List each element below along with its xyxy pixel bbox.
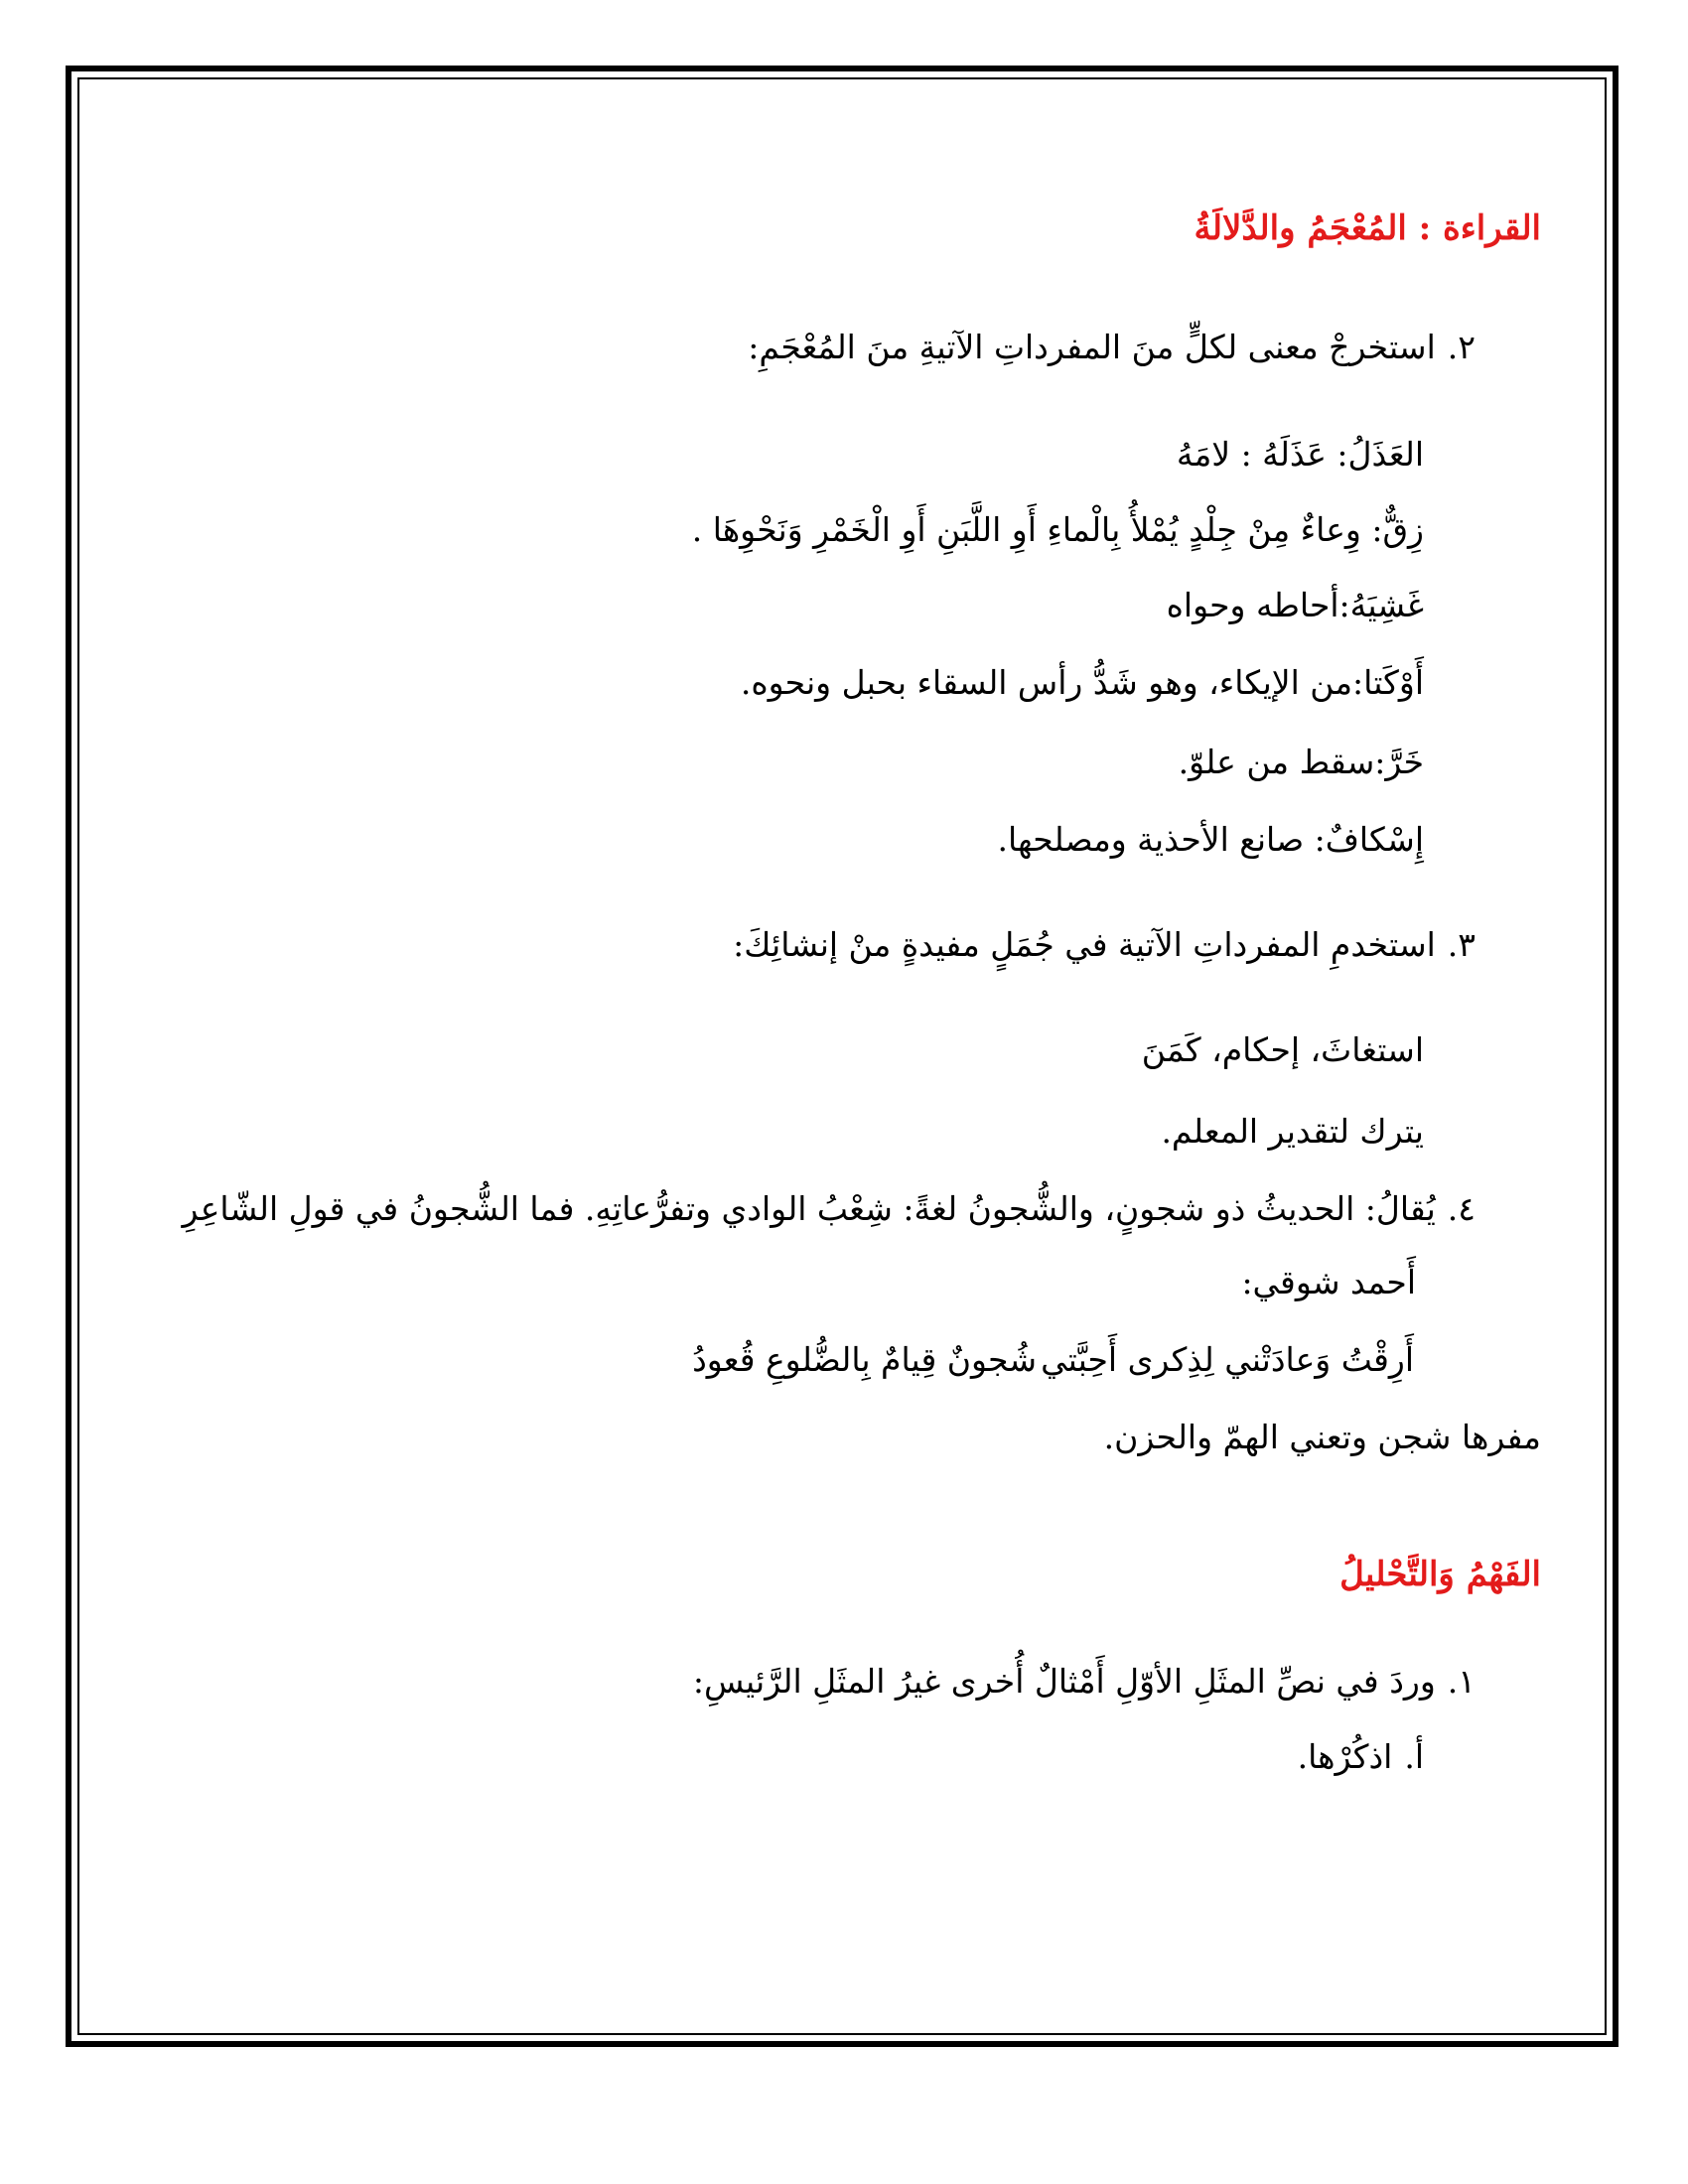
c1-number: ١. bbox=[1447, 1662, 1476, 1701]
q3-number: ٣. bbox=[1447, 925, 1476, 964]
c1-line bbox=[693, 1662, 1476, 1702]
q4-poet: أَحمد شوقي: bbox=[1241, 1263, 1416, 1301]
c1-sub-a-label: أ. bbox=[1404, 1737, 1424, 1776]
verse-first-hemistich: أَرِقْتُ وَعادَتْني لِذِكرى أَحِبَّتي bbox=[1041, 1340, 1414, 1379]
c1-sub-a-text: اذكُرْها. bbox=[1297, 1737, 1393, 1776]
worksheet-page bbox=[79, 79, 1605, 2033]
c1-sub-a bbox=[1298, 1737, 1424, 1777]
q3-line bbox=[733, 925, 1476, 965]
reading-heading: القراءة : المُعْجَمُ والدَّلالَةُ bbox=[1194, 208, 1541, 248]
q3-prompt: استخدمِ المفرداتِ الآتية في جُمَلٍ مفيدةٍ منْ إنشائِكَ: bbox=[733, 925, 1436, 964]
q2-item-1: العَذَلُ: عَذَلَهُ : لامَهُ bbox=[1176, 435, 1424, 474]
q3-words: استغاثَ، إحكام، كَمَنَ bbox=[1141, 1030, 1424, 1069]
q2-item-5: خَرَّ:سقط من علوّ. bbox=[1178, 743, 1424, 781]
q2-item-4: أَوْكَتا:من الإيكاء، وهو شَدُّ رأس السقاء بحبل ونحوه. bbox=[740, 663, 1424, 702]
q2-number: ٢. bbox=[1447, 328, 1476, 366]
q2-line bbox=[748, 328, 1476, 367]
q4-line bbox=[183, 1189, 1476, 1229]
q2-item-3: غَشِيَهُ:أحاطه وحواه bbox=[1166, 586, 1424, 624]
q2-item-6: إِسْكافٌ: صانع الأحذية ومصلحها. bbox=[997, 820, 1424, 859]
q3-note: يترك لتقدير المعلم. bbox=[1161, 1112, 1424, 1151]
q4-answer: مفرها شجن وتعني الهمّ والحزن. bbox=[1103, 1418, 1541, 1456]
q2-item-2: زِقٌّ: وِعاءٌ مِنْ جِلْدٍ يُمْلأُ بِالْماءِ أَوِ اللَّبَنِ أَوِ الْخَمْرِ وَنَحْوِهَا . bbox=[691, 510, 1424, 549]
c1-prompt: وردَ في نصِّ المثَلِ الأوّلِ أَمْثالٌ أُخرى غيرُ المثَلِ الرَّئيسِ: bbox=[692, 1662, 1436, 1701]
comprehension-heading: الفَهْمُ وَالتَّحْليلُ bbox=[1339, 1555, 1541, 1594]
q2-prompt: استخرجْ معنى لكلٍّ منَ المفرداتِ الآتيةِ منَ المُعْجَمِ: bbox=[748, 328, 1436, 366]
q4-prompt: يُقالُ: الحديثُ ذو شجونٍ، والشُّجونُ لغةً: شِعْبُ الوادي وتفرُّعاتِهِ. فما الشُّجونُ في قولِ الشّاعِرِ bbox=[182, 1189, 1436, 1228]
verse-second-hemistich: شُجونٌ قِيامٌ بِالضُّلوعِ قُعودُ bbox=[692, 1340, 1037, 1379]
q4-number: ٤. bbox=[1447, 1189, 1476, 1228]
